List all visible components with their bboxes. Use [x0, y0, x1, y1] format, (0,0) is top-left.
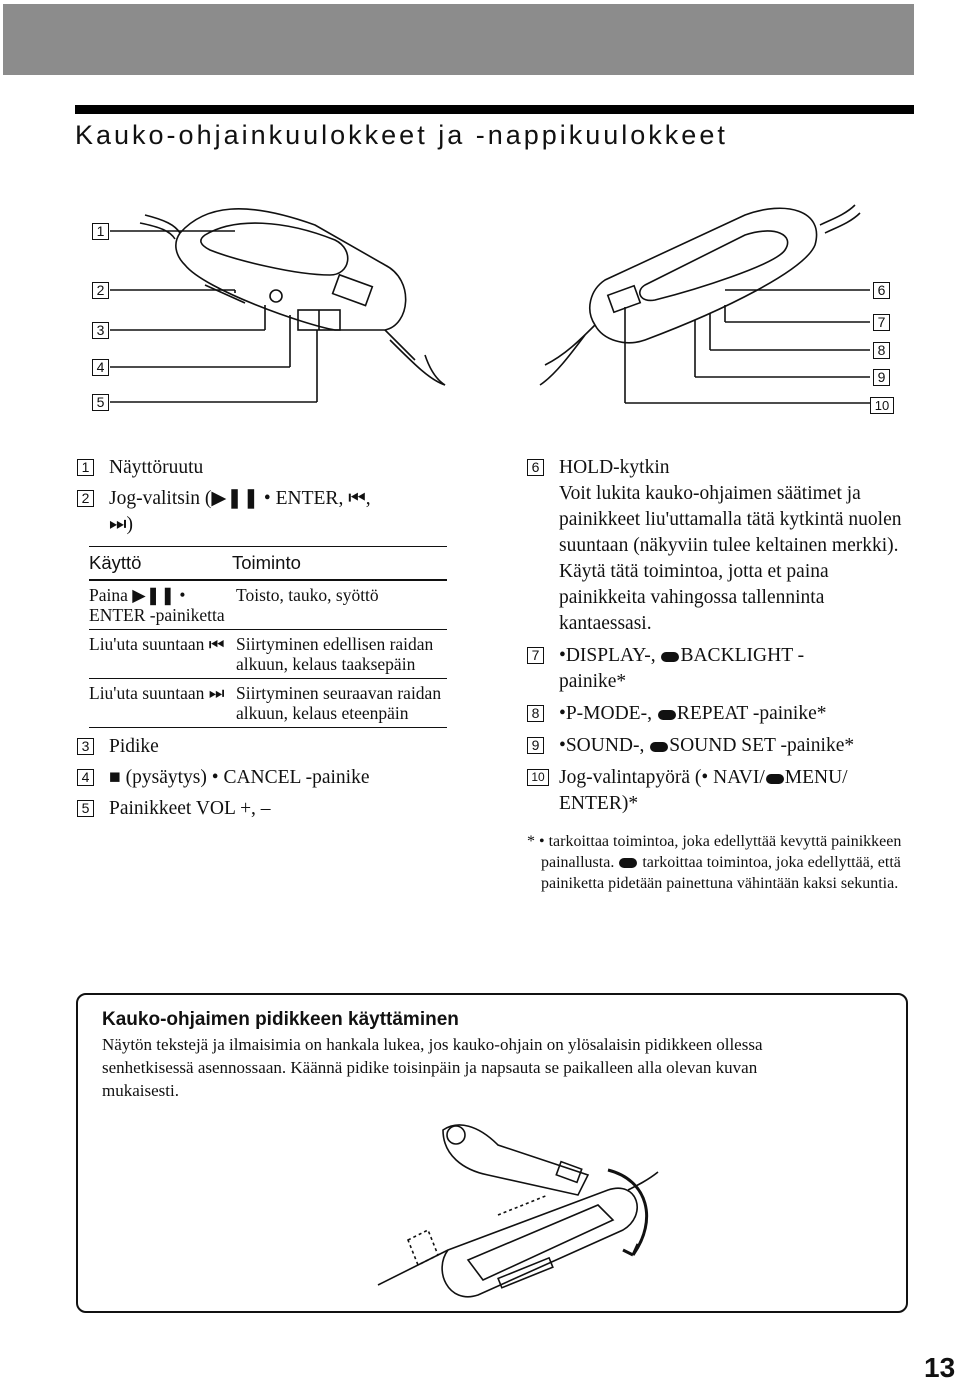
- list-item-6: 6 HOLD-kytkin Voit lukita kauko-ohjaimen säätimet ja painikkeet liu'uttamalla tätä kytkintä nuolen suuntaan (näkyviin tulee keltainen merkki). Käytä tätä toimintoa, jotta et paina painikkeita vahingossa tallenninta kantaessasi.: [527, 455, 907, 637]
- list-item-9: 9 •SOUND-, SOUND SET -painike*: [527, 733, 907, 759]
- hold-press-icon: [650, 742, 668, 752]
- table-header-row: [89, 547, 447, 581]
- callout-10: 10: [870, 396, 894, 414]
- table-cell-use: Liu'uta suuntaan ⏮: [89, 630, 232, 679]
- callout-3: 3: [92, 321, 109, 339]
- table-row: [89, 630, 447, 679]
- table-row: [89, 679, 447, 728]
- clip-illustration: [348, 1120, 668, 1305]
- remote-control-illustration: [85, 195, 905, 420]
- top-gray-bar: [3, 4, 914, 75]
- info-box: [76, 993, 908, 1313]
- callout-2: 2: [92, 281, 109, 299]
- right-column: [527, 455, 907, 894]
- table-row: [89, 580, 447, 630]
- table-header-action: Toiminto: [232, 547, 447, 581]
- hold-press-icon: [661, 652, 679, 662]
- table-cell-action: Siirtyminen edellisen raidan alkuun, kelaus taaksepäin: [232, 630, 447, 679]
- list-item-2: 2 Jog-valitsin (▶❚❚ • ENTER, ⏮, ⏭): [77, 486, 477, 538]
- page-number: 13: [924, 1352, 956, 1383]
- table-cell-use: Paina ▶❚❚ • ENTER -painiketta: [89, 580, 232, 630]
- footnote: * • tarkoittaa toimintoa, joka edellyttää kevyttä painikkeen painallusta. tarkoittaa toimintoa, joka edellyttää, että painiketta pidetään painettuna vähintään kaksi sekuntia.: [527, 833, 902, 892]
- list-item-4: 4 ■ (pysäytys) • CANCEL -painike: [77, 765, 477, 791]
- list-item-8: 8 •P-MODE-, REPEAT -painike*: [527, 701, 907, 727]
- table-cell-action: Toisto, tauko, syöttö: [232, 580, 447, 630]
- list-item-5: 5 Painikkeet VOL +, –: [77, 796, 477, 822]
- info-box-body: Näytön tekstejä ja ilmaisimia on hankala lukea, jos kauko-ohjain on ylösalaisin pidikkeen ollessa senhetkisessä asennossaan. Käännä pidike toisinpäin ja napsauta se paikalleen alla olevan kuvan mukaisesti.: [102, 1035, 763, 1100]
- hold-press-icon: [619, 858, 637, 868]
- hold-press-icon: [766, 774, 784, 784]
- table-cell-action: Siirtyminen seuraavan raidan alkuun, kelaus eteenpäin: [232, 679, 447, 728]
- table-header-use: Käyttö: [89, 547, 232, 581]
- list-item-1: 1 Näyttöruutu: [77, 455, 477, 481]
- callout-7: 7: [873, 313, 890, 331]
- table-cell-use: Liu'uta suuntaan ⏭: [89, 679, 232, 728]
- title-rule: [75, 105, 914, 114]
- callout-8: 8: [873, 341, 890, 359]
- callout-4: 4: [92, 358, 109, 376]
- callout-1: 1: [92, 222, 109, 240]
- remote-control-figure: [85, 195, 905, 420]
- controls-table: [89, 546, 447, 728]
- hold-press-icon: [658, 710, 676, 720]
- page-title: Kauko-ohjainkuulokkeet ja -nappikuulokkeet: [75, 120, 728, 150]
- list-item-3: 3 Pidike: [77, 734, 477, 760]
- callout-6: 6: [873, 281, 890, 299]
- info-box-heading: Kauko-ohjaimen pidikkeen käyttäminen: [102, 1009, 459, 1030]
- callout-9: 9: [873, 368, 890, 386]
- list-item-10: 10 Jog-valintapyörä (• NAVI/ MENU/ ENTER)*: [527, 765, 907, 817]
- left-column: [77, 455, 477, 822]
- callout-5: 5: [92, 393, 109, 411]
- list-item-7: 7 •DISPLAY-, BACKLIGHT - painike*: [527, 643, 907, 695]
